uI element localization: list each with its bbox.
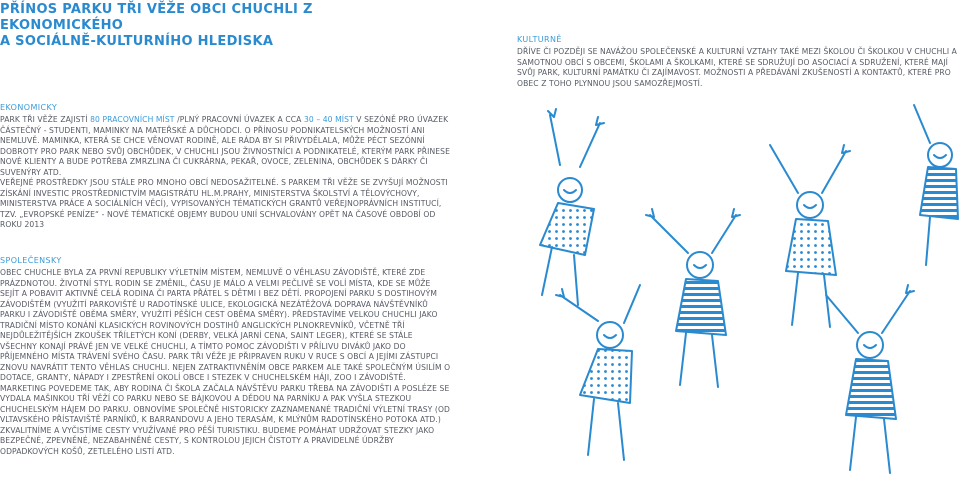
jobs-seasonal-highlight: 30 – 40 MÍST	[303, 115, 354, 124]
child-figure-3	[646, 209, 740, 387]
child-figure-4	[770, 145, 850, 327]
child-figure-5	[826, 285, 914, 473]
kulturne-heading: KULTURNĚ	[517, 35, 562, 44]
page-title-line-2: A SOCIÁLNĚ-KULTURNÍHO HLEDISKA	[0, 34, 274, 49]
ekonomicky-heading: EKONOMICKY	[0, 103, 58, 112]
section-kulturne	[517, 34, 960, 89]
page-title-line-1: PŘÍNOS PARKU TŘI VĚŽE OBCI CHUCHLI Z EKONOMICKÉHO	[0, 2, 313, 33]
page-title	[0, 2, 420, 50]
section-ekonomicky	[0, 102, 452, 231]
spolecensky-heading: SPOLEČENSKY	[0, 256, 62, 265]
ekonomicky-text-b: /PLNÝ PRACOVNÍ ÚVAZEK A CCA	[174, 115, 304, 124]
ekonomicky-text-c: V SEZÓNĚ PRO ÚVAZEK ČÁSTEČNÝ - STUDENTI, MAMINKY NA MATEŘSKÉ A DŮCHODCI. O PŘÍNOSU PODNIKATELSKÝCH MOŽNOSTÍ ANI NEMLUVĚ. MAMINKA, KTERÁ SE CHCE VĚNOVAT RODINĚ, ALE RÁDA BY SI PŘIVYDĚLALA, MŮŽE PÉCT SEZÓNNÍ DOBROTY PRO PARK NEBO SVŮJ OBCHŮDEK, V CHUCHLI JSOU ŽIVNOSTNÍCI A PODNIKATELÉ, KTERÝM PARK PŘINESE NOVÉ KLIENTY A BUDE POTŘEBA ZMRZLINA ČI CUKRÁRNA, PEKAŘ, OVOCE, ZELENINA, OBCHŮDEK S DÁRKY ČI SUVENÝRY ATD.	[0, 115, 450, 177]
spolecensky-paragraph: OBEC CHUCHLE BYLA ZA PRVNÍ REPUBLIKY VÝLETNÍM MÍSTEM, NEMLUVĚ O VĚHLASU ZÁVODIŠTĚ, KTERÉ ZDE PRÁZDNOTOU. ŽIVOTNÍ STYL RODIN SE ZMĚNIL, ČASU JE MÁLO A VELMI PEČLIVĚ SE VOLÍ MÍSTA, KDE SE MŮŽE SEJÍT A POBAVIT AKTIVNĚ CELÁ RODINA ČI PARTA PŘÁTEL S DĚTMI I BEZ DĚTÍ. PROPOJENÍ PARKU S DOSTIHOVÝM ZÁVODIŠTĚM (VYUŽITÍ PARKOVIŠTĚ U RADOTÍNSKÉ ULICE, EKOLOGICKÁ NEZÁTĚŽOVÁ DOPRAVA NÁVŠTĚVNÍKŮ PARKU I ZÁVODIŠTĚ OBĚMA SMĚRY, VYUŽITÍ PĚŠÍCH CEST OBĚMA SMĚRY). PŘEDSTAVÍME VELKOU CHUCHLI JAKO TRADIČNÍ MÍSTO KONÁNÍ KLASICKÝCH ROVINOVÝCH DOSTIHŮ ANGLICKÝCH PLNOKREVNÍKŮ, VČETNĚ TŘÍ NEJDŮLEŽITĚJŠÍCH ZKOUŠEK TŘÍLETÝCH KONÍ (DERBY, VELKÁ JARNÍ CENA, SAINT LEGER), KTERÉ SE STÁLE VŠECHNY KONAJÍ PRÁVĚ JEN VE VELKÉ CHUCHLI, A TÍMTO POMOC ZÁVODIŠTI V PŘÍLIVU DIVÁKŮ JAKO DO PŘÍJEMNÉHO MÍSTA TRÁVENÍ SVÉHO ČASU. PARK TŘI VĚŽE JE PŘIPRAVEN RUKU V RUCE S OBCÍ A JEJÍMI ZÁSTUPCI ZNOVU NAVRÁTIT TENTO VĚHLAS CHUCHLI. NEJEN ZATRAKTIVNĚNÍM OBCE PARKEM ALE TAKÉ SPOLEČNÝM ÚSILÍM O DOTACE, GRANTY, NÁPADY I ZPESTŘENÍ OKOLÍ OBCE I STEZEK V CHUCHELSKÉM HÁJI, ZOO I ZÁVODIŠTĚ. MARKETING POVEDEME TAK, ABY RODINA ČI ŠKOLA ZAČALA NÁVŠTĚVU PARKU TŘEBA NA ZÁVODIŠTI A POSLÉZE SE VYDALA MAŠINKOU TŘÍ VĚŽÍ CO PARKU NEBO SE BÁJKOVOU A DĚDOU NA PARNÍKU A PAK VYŠLA STEZKOU CHUCHELSKÝM HÁJEM DO PARKU. OBNOVÍME SPOLEČNĚ HISTORICKY ZAZNAMENANÉ TRADIČNÍ VÝLETNÍ TRASY (OD VLTAVSKÉHO PŘÍSTAVIŠTĚ PARNÍKŮ, K BARRANDOVU A JEHO TERASÁM, K MLÝNŮM RADOTÍNSKÉHO POTOKA ATD.) ZKVALITNÍME A VYČISTÍME CESTY VYUŽÍVANÉ PRO PĚŠÍ TURISTIKU. BUDEME POMÁHAT UDRŽOVAT STEZKY JAKO BEZPEČNÉ, ZPEVNĚNÉ, NEZABAHNĚNÉ CESTY, S KONTROLOU JEJICH ČISTOTY A PRAVIDELNÉ ÚDRŽBY ODPADKOVÝCH KOŠŮ, ZETLELÉHO LISTÍ ATD.	[0, 268, 451, 456]
ekonomicky-paragraph-2: VEŘEJNÉ PROSTŘEDKY JSOU STÁLE PRO MNOHO OBCÍ NEDOSAŽITELNÉ. S PARKEM TŘI VĚŽE SE ZVYŠUJÍ MOŽNOSTI ZÍSKÁNÍ INVESTIC PROSTŘEDNICTVÍM MAGISTRÁTU HL.M.PRAHY, MINISTERSTVA ŠKOLSTVÍ A TĚLOVÝCHOVY, MINISTERSTVA PRÁCE A SOCIÁLNÍCH VĚCÍ), VYPISOVANÝCH TÉMATICKÝCH GRANTŮ VEŘEJNOPRÁVNÍCH INSTITUCÍ, TZV. „EVROPSKÉ PENÍZE“ - NOVÉ TÉMATICKÉ OBJEMY BUDOU UNIÍ SCHVALOVÁNY OPĚT NA ČASOVÉ OBDOBÍ OD ROKU 2013	[0, 178, 448, 229]
section-spolecensky	[0, 255, 452, 457]
kulturne-paragraph: DŘÍVE ČI POZDĚJI SE NAVÁŽOU SPOLEČENSKÉ A KULTURNÍ VZTAHY TAKÉ MEZI ŠKOLOU ČI ŠKOLKOU V CHUCHLI A SAMOTNOU OBCÍ S OBCEMI, ŠKOLAMI A ŠKOLKAMI, KTERÉ SE SDRUŽUJÍ DO ASOCIACÍ A SDRUŽENÍ, KTERÉ MAJÍ SVŮJ PARK, KULTURNÍ PAMÁTKU ČI ZAJÍMAVOST. MOŽNOSTI A PŘEDÁVÁNÍ ZKUŠENOSTÍ A KONTAKTŮ, KTERÉ PRO OBEC Z TOHO PLYNNOU JSOU SAMOZŘEJMOSTÍ.	[517, 47, 957, 88]
child-figure-2	[556, 285, 640, 460]
ekonomicky-paragraph-1	[0, 115, 452, 178]
child-figure-1	[540, 109, 604, 305]
ekonomicky-text-a: PARK TŘI VĚŽE ZAJISTÍ	[0, 115, 91, 124]
jobs-full-time-highlight: 80 PRACOVNÍCH MÍST	[90, 115, 175, 124]
child-figure-6	[914, 105, 958, 265]
dancing-children-illustration	[490, 95, 960, 488]
